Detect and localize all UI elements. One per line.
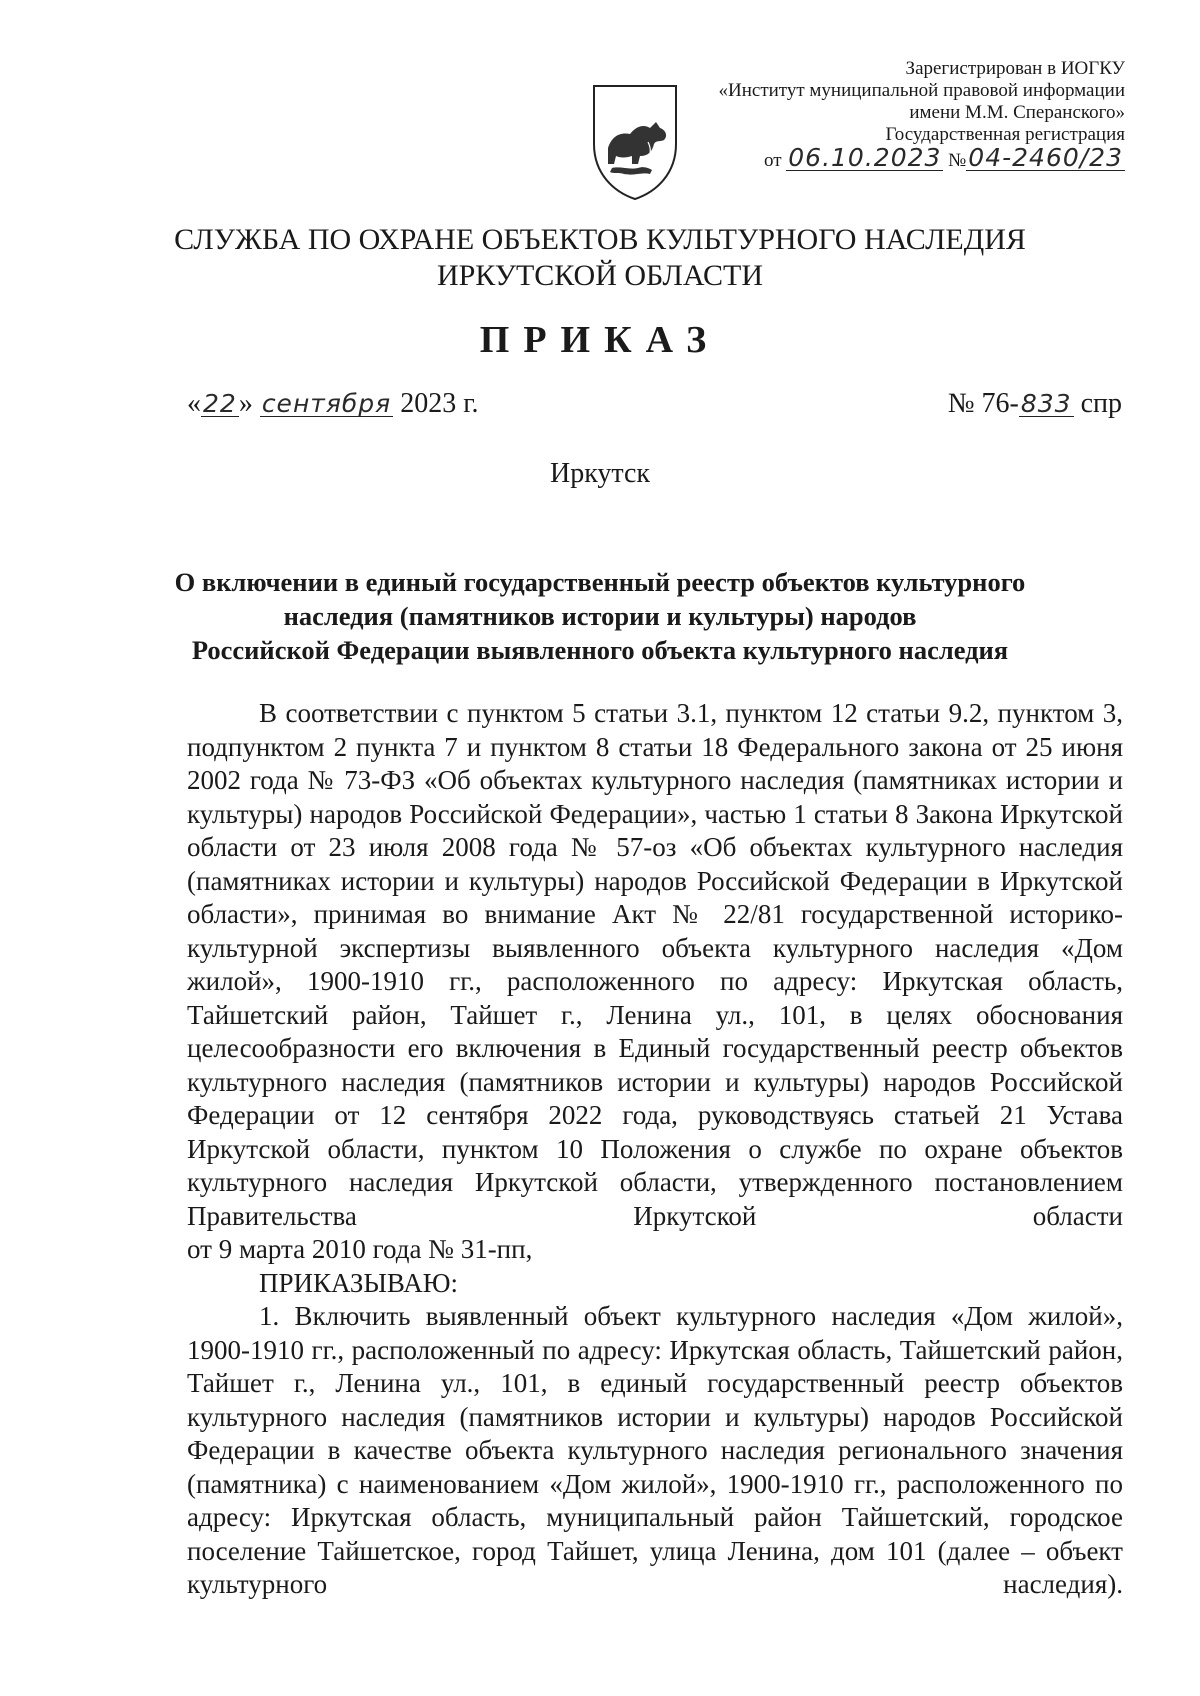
agency-name-line-2: ИРКУТСКОЙ ОБЛАСТИ <box>436 259 764 292</box>
agency-name-line-1: СЛУЖБА ПО ОХРАНЕ ОБЪЕКТОВ КУЛЬТУРНОГО НАСЛЕДИЯ <box>174 223 1026 256</box>
date-close-quote: » <box>238 388 253 419</box>
registration-prefix: от <box>763 150 782 171</box>
date-open-quote: « <box>187 388 201 419</box>
date-month: сентября <box>261 389 392 418</box>
document-body <box>187 697 1123 1602</box>
item-1-paragraph: 1. Включить выявленный объект культурного наследия «Дом жилой», 1900-1910 гг., расположенный по адресу: Иркутская область, Тайшетский район, Тайшет г., Ленина ул., 101, в единый государственный реестр объектов культурного наследия (памятников истории и культуры) народов Российской Федерации в качестве объекта культурного наследия регионального значения (памятника) с наименованием «Дом жилой», 1900-1910 гг., расположенного по адресу: Иркутская область, муниципальный район Тайшетский, городское поселение Тайшетское, город Тайшет, улица Ленина, дом 101 (далее – объект культурного наследия). <box>187 1301 1123 1599</box>
registration-line-4: Государственная регистрация <box>885 124 1125 145</box>
preamble-end: от 9 марта 2010 года № 31-пп, <box>187 1234 533 1264</box>
registration-line-2: «Институт муниципальной правовой информации <box>718 80 1125 101</box>
order-date <box>187 388 479 420</box>
order-number-suffix: спр <box>1073 388 1122 419</box>
preamble-paragraph: В соответствии с пунктом 5 статьи 3.1, пунктом 12 статьи 9.2, пунктом 3, подпунктом 2 пункта 7 и пунктом 8 статьи 18 Федерального закона от 25 июня 2002 года № 73-ФЗ «Об объектах культурного наследия (памятниках истории и культуры) народов Российской Федерации», частью 1 статьи 8 Закона Иркутской области от 23 июля 2008 года № 57-оз «Об объектах культурного наследия (памятниках истории и культуры) народов Российской Федерации в Иркутской области», принимая во внимание Акт № 22/81 государственной историко-культурной экспертизы выявленного объекта культурного наследия «Дом жилой», 1900-1910 гг., расположенного по адресу: Иркутская область, Тайшетский район, Тайшет г., Ленина ул., 101, в целях обоснования целесообразности его включения в Единый государственный реестр объектов культурного наследия (памятников истории и культуры) народов Российской Федерации от 12 сентября 2022 года, руководствуясь статьей 21 Устава Иркутской области, пунктом 10 Положения о службе по охране объектов культурного наследия Иркутской области, утвержденного постановлением Правительства Иркутской области <box>187 698 1123 1231</box>
date-day: 22 <box>203 389 237 418</box>
subject-line-1: О включении в единый государственный реестр объектов культурного <box>174 567 1026 597</box>
order-word: ПРИКАЗЫВАЮ: <box>259 1267 458 1298</box>
registration-number-prefix: № <box>948 150 967 171</box>
registration-date: 06.10.2023 <box>788 143 942 172</box>
subject-line-2: наследия (памятников истории и культуры) народов <box>283 601 917 631</box>
subject-line-3: Российской Федерации выявленного объекта культурного наследия <box>191 635 1009 665</box>
order-number-handwritten: 833 <box>1020 389 1072 418</box>
subject-heading <box>100 565 1100 667</box>
date-year: 2023 г. <box>400 388 479 419</box>
order-number-prefix: № 76- <box>947 388 1019 419</box>
city: Иркутск <box>549 458 651 489</box>
registration-number-line <box>605 143 1125 172</box>
registration-number: 04-2460/23 <box>968 143 1123 172</box>
document-type-title: ПРИКАЗ <box>479 319 721 361</box>
registration-stamp <box>605 58 1125 172</box>
agency-name <box>0 222 1200 294</box>
order-number <box>948 388 1122 420</box>
coat-of-arms-icon <box>590 82 680 202</box>
registration-line-1: Зарегистрирован в ИОГКУ <box>905 58 1125 79</box>
registration-line-3: имени М.М. Сперанского» <box>909 102 1125 123</box>
